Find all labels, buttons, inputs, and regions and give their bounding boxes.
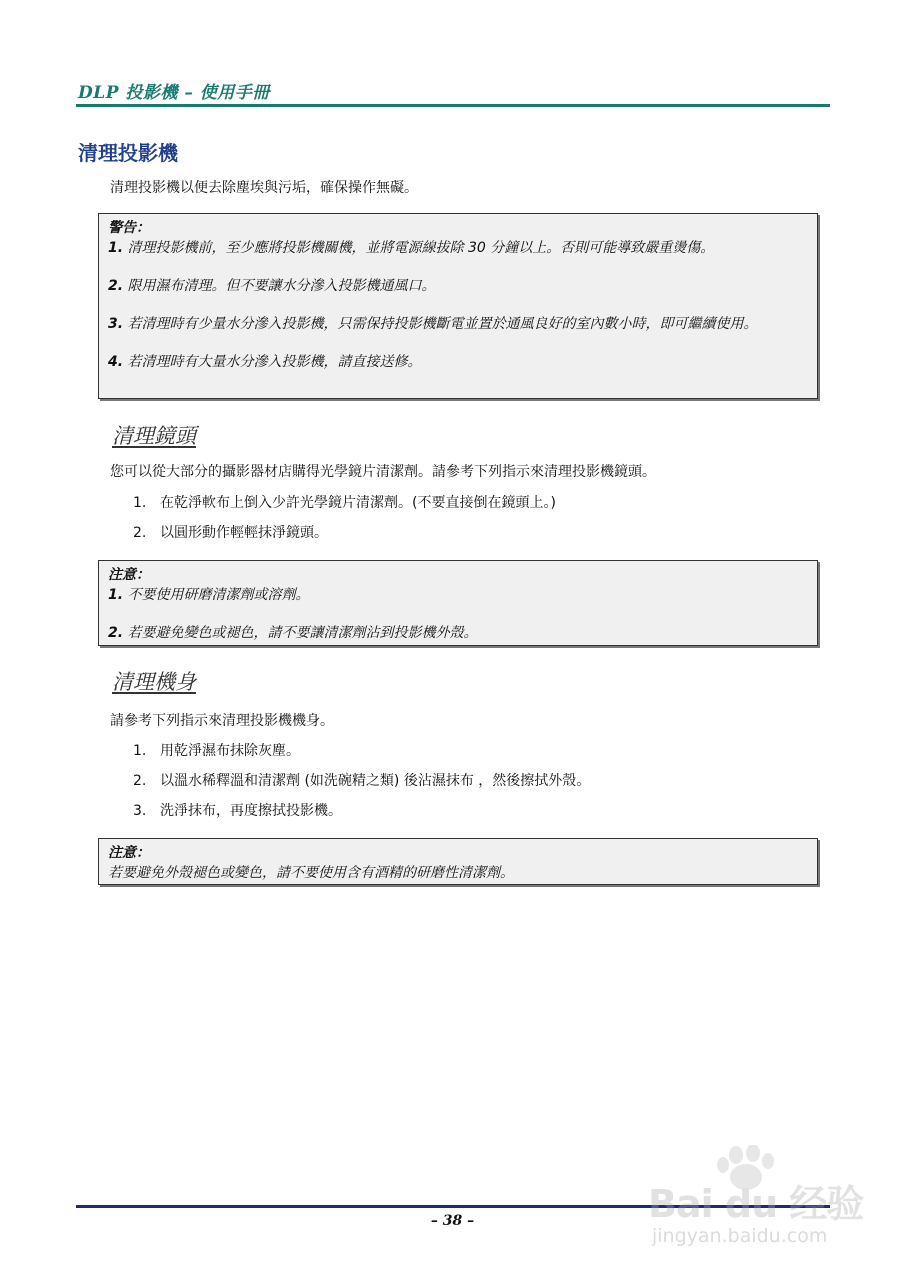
warning-item: 3. 若清理時有少量水分滲入投影機，只需保持投影機斷電並置於通風良好的室內數小時，即可繼續使用。 bbox=[108, 316, 758, 332]
header-title: DLP 投影機 – 使用手冊 bbox=[78, 83, 270, 103]
baidu-watermark bbox=[640, 1145, 870, 1273]
warning-item: 4. 若清理時有大量水分滲入投影機，請直接送修。 bbox=[108, 354, 422, 370]
note-label: 注意： bbox=[108, 567, 150, 583]
lens-steps bbox=[133, 493, 556, 553]
list-item: 1. 在乾淨軟布上倒入少許光學鏡片清潔劑。(不要直接倒在鏡頭上。) bbox=[133, 495, 556, 511]
list-item: 2. 以圓形動作輕輕抹淨鏡頭。 bbox=[133, 525, 328, 541]
note-item: 1. 不要使用研磨清潔劑或溶劑。 bbox=[108, 587, 310, 603]
section-title: 清理投影機 bbox=[78, 141, 178, 165]
watermark-url: jingyan.baidu.com bbox=[652, 1225, 828, 1247]
note-label: 注意： bbox=[108, 845, 150, 861]
body-note-box bbox=[98, 838, 818, 885]
list-item: 2. 以溫水稀釋溫和清潔劑 (如洗碗精之類) 後沾濕抹布 ，然後擦拭外殼。 bbox=[133, 773, 591, 789]
warning-label: 警告： bbox=[108, 220, 150, 236]
body-steps bbox=[133, 741, 590, 831]
section-intro: 清理投影機以便去除塵埃與污垢，確保操作無礙。 bbox=[110, 180, 418, 196]
watermark-brand: Bai du 经验 bbox=[648, 1182, 864, 1226]
warning-item: 2. 限用濕布清理。但不要讓水分滲入投影機通風口。 bbox=[108, 278, 436, 294]
body-title: 清理機身 bbox=[112, 670, 196, 694]
lens-title: 清理鏡頭 bbox=[112, 424, 196, 448]
body-intro: 請參考下列指示來清理投影機機身。 bbox=[110, 713, 334, 729]
lens-note-box bbox=[98, 560, 818, 646]
warning-item: 1. 清理投影機前，至少應將投影機關機，並將電源線拔除 30 分鐘以上。否則可能導致嚴重燙傷。 bbox=[108, 240, 715, 256]
list-item: 1. 用乾淨濕布抹除灰塵。 bbox=[133, 743, 300, 759]
lens-intro: 您可以從大部分的攝影器材店購得光學鏡片清潔劑。請參考下列指示來清理投影機鏡頭。 bbox=[110, 464, 656, 480]
page-number: – 38 – bbox=[430, 1213, 475, 1229]
note-item: 2. 若要避免變色或褪色，請不要讓清潔劑沾到投影機外殼。 bbox=[108, 625, 478, 641]
note-text: 若要避免外殼褪色或變色，請不要使用含有酒精的研磨性清潔劑。 bbox=[108, 865, 514, 881]
list-item: 3. 洗淨抹布，再度擦拭投影機。 bbox=[133, 803, 342, 819]
warning-box bbox=[98, 213, 818, 399]
header-rule bbox=[76, 104, 830, 107]
